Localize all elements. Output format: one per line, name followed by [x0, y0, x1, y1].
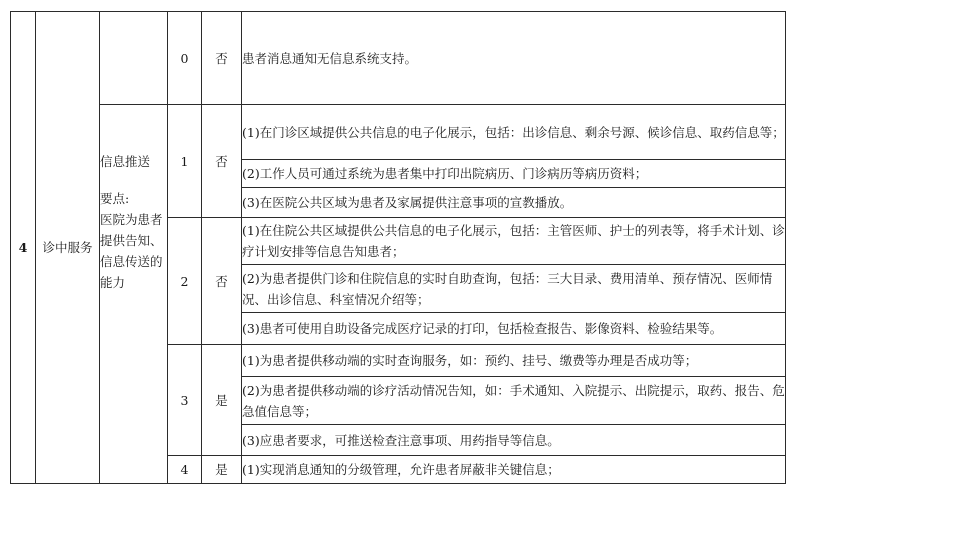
level-flag: 否 — [202, 105, 242, 218]
level-description: (1)在门诊区域提供公共信息的电子化展示，包括：出诊信息、剩余号源、候诊信息、取药信息等； — [242, 105, 786, 160]
level-description: (3)患者可使用自助设备完成医疗记录的打印，包括检查报告、影像资料、检验结果等。 — [242, 313, 786, 345]
level-description: (1)为患者提供移动端的实时查询服务，如：预约、挂号、缴费等办理是否成功等； — [242, 345, 786, 377]
category-cell: 诊中服务 — [36, 12, 100, 484]
level-description: 患者消息通知无信息系统支持。 — [242, 12, 786, 105]
requirement-title: 信息推送 — [100, 154, 151, 169]
level-number: 1 — [168, 105, 202, 218]
evaluation-table — [10, 11, 786, 484]
level-description: (1)实现消息通知的分级管理，允许患者屏蔽非关键信息； — [242, 456, 786, 484]
level-number: 4 — [168, 456, 202, 484]
requirement-blank-cell — [100, 12, 168, 105]
level-description: (2)工作人员可通过系统为患者集中打印出院病历、门诊病历等病历资料； — [242, 160, 786, 188]
requirement-label: 要点: — [100, 191, 130, 206]
level-description: (3)在医院公共区域为患者及家属提供注意事项的宣教播放。 — [242, 188, 786, 218]
level-number: 0 — [168, 12, 202, 105]
requirement-body: 医院为患者提供告知、信息传送的能力 — [100, 212, 163, 290]
level-description: (1)在住院公共区域提供公共信息的电子化展示，包括：主管医师、护士的列表等，将手术计划、诊疗计划安排等信息告知患者； — [242, 218, 786, 265]
table-row — [11, 105, 786, 160]
level-description: (3)应患者要求，可推送检查注意事项、用药指导等信息。 — [242, 425, 786, 456]
level-flag: 否 — [202, 218, 242, 345]
level-number: 3 — [168, 345, 202, 456]
item-number: 4 — [11, 12, 36, 484]
level-description: (2)为患者提供门诊和住院信息的实时自助查询，包括：三大目录、费用清单、预存情况、医师情况、出诊信息、科室情况介绍等； — [242, 265, 786, 313]
table-row — [11, 12, 786, 105]
level-description: (2)为患者提供移动端的诊疗活动情况告知，如：手术通知、入院提示、出院提示，取药、报告、危急值信息等； — [242, 377, 786, 425]
level-flag: 否 — [202, 12, 242, 105]
requirement-cell — [100, 105, 168, 484]
level-number: 2 — [168, 218, 202, 345]
level-flag: 是 — [202, 456, 242, 484]
level-flag: 是 — [202, 345, 242, 456]
